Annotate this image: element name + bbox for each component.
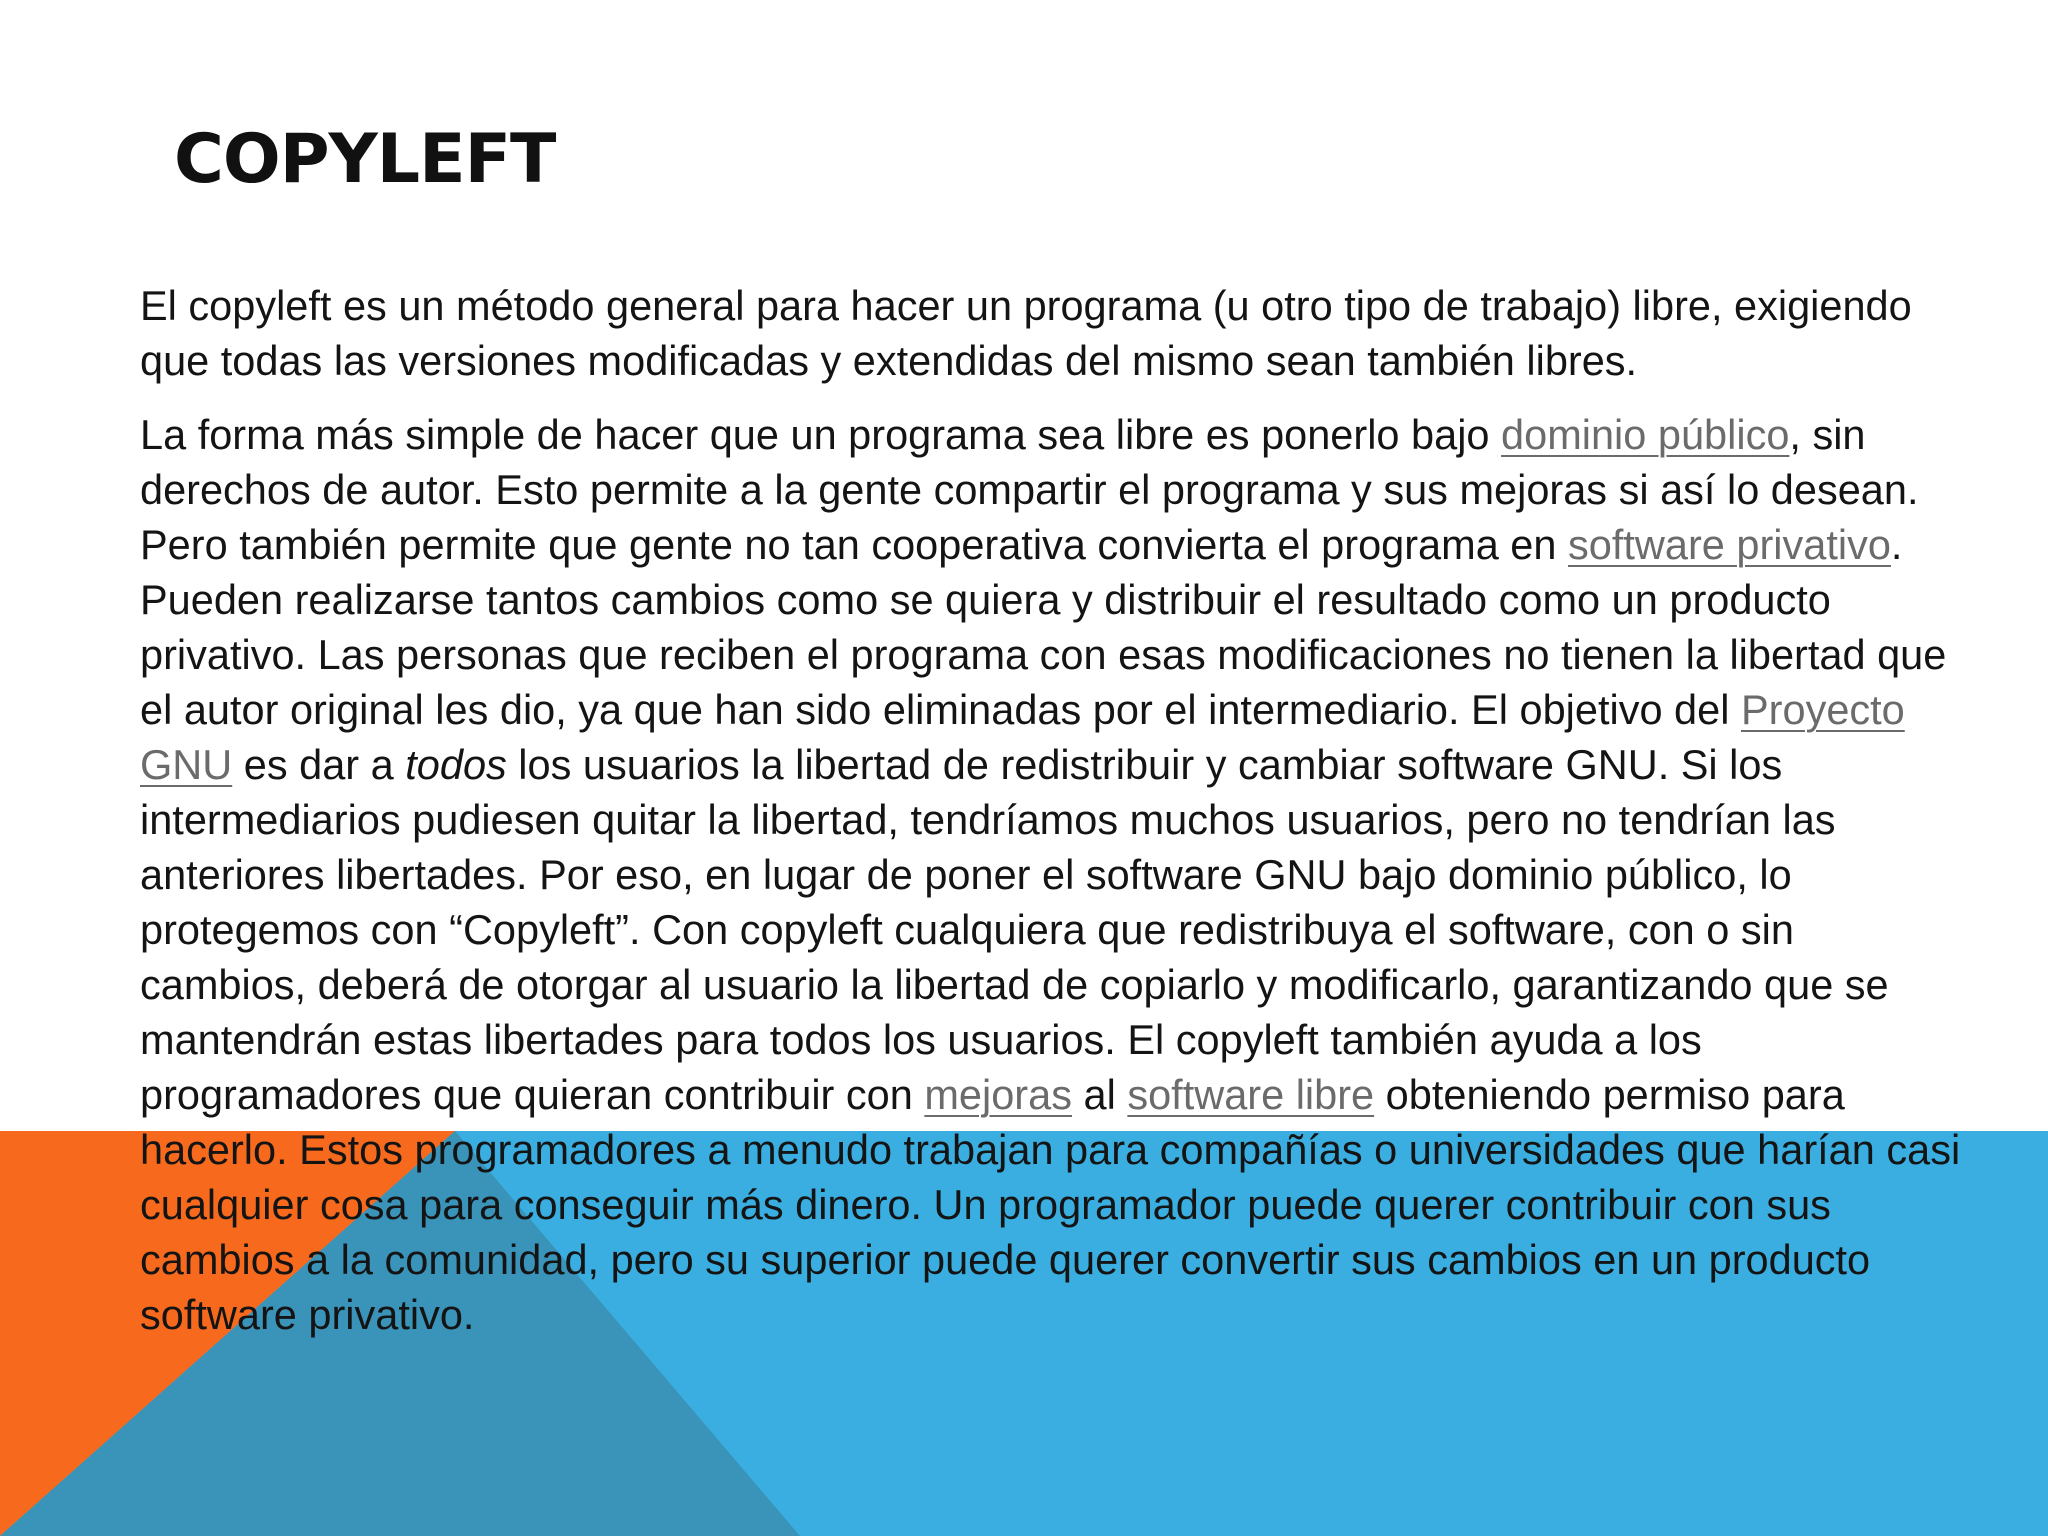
text-segment: al [1071, 1071, 1128, 1118]
link-dominio-publico[interactable]: dominio público [1501, 411, 1790, 458]
paragraph-1: El copyleft es un método general para hacer un programa (u otro tipo de trabajo) libre, exigiendo que todas las versiones modificadas y extendidas del mismo sean también libres. [140, 282, 1912, 384]
paragraph-2 [140, 407, 1970, 1342]
link-software-libre[interactable]: software libre [1127, 1071, 1375, 1118]
text-segment: . Pueden realizarse tantos cambios como se quiera y distribuir el resultado como un producto privativo. Las personas que reciben el programa con esas modificaciones no tienen la libertad que el autor original les dio, ya que han sido eliminadas por el intermediario. El objetivo del [140, 521, 1947, 733]
link-software-privativo[interactable]: software privativo [1568, 521, 1891, 568]
slide-title: COPYLEFT [174, 120, 556, 199]
link-proyecto-gnu[interactable]: Proyecto GNU [140, 686, 1905, 788]
text-segment: los usuarios la libertad de redistribuir y cambiar software GNU. Si los intermediarios pudiesen quitar la libertad, tendríamos muchos usuarios, pero no tendrían las anteriores libertades. Por eso, en lugar de poner el software GNU bajo dominio público, lo protegemos con “Copyleft”. Con copyleft cualquiera que redistribuya el software, con o sin cambios, deberá de otorgar al usuario la libertad de copiarlo y modificarlo, garantizando que se mantendrán estas libertades para todos los usuarios. El copyleft también ayuda a los programadores que quieran contribuir con [140, 741, 1889, 1118]
slide-body [140, 278, 1970, 1361]
text-segment: es dar a [232, 741, 406, 788]
link-mejoras[interactable]: mejoras [924, 1071, 1072, 1118]
text-segment: obteniendo permiso para hacerlo. Estos programadores a menudo trabajan para compañías o universidades que harían casi cualquier cosa para conseguir más dinero. Un programador puede querer contribuir con sus cambios a la comunidad, pero su superior puede querer convertir sus cambios en un producto software privativo. [140, 1071, 1961, 1338]
emphasis-todos: todos [405, 741, 507, 788]
text-segment: , sin derechos de autor. Esto permite a la gente compartir el programa y sus mejoras si así lo desean. Pero también permite que gente no tan cooperativa convierta el programa en [140, 411, 1919, 568]
text-segment: La forma más simple de hacer que un programa sea libre es ponerlo bajo [140, 411, 1502, 458]
